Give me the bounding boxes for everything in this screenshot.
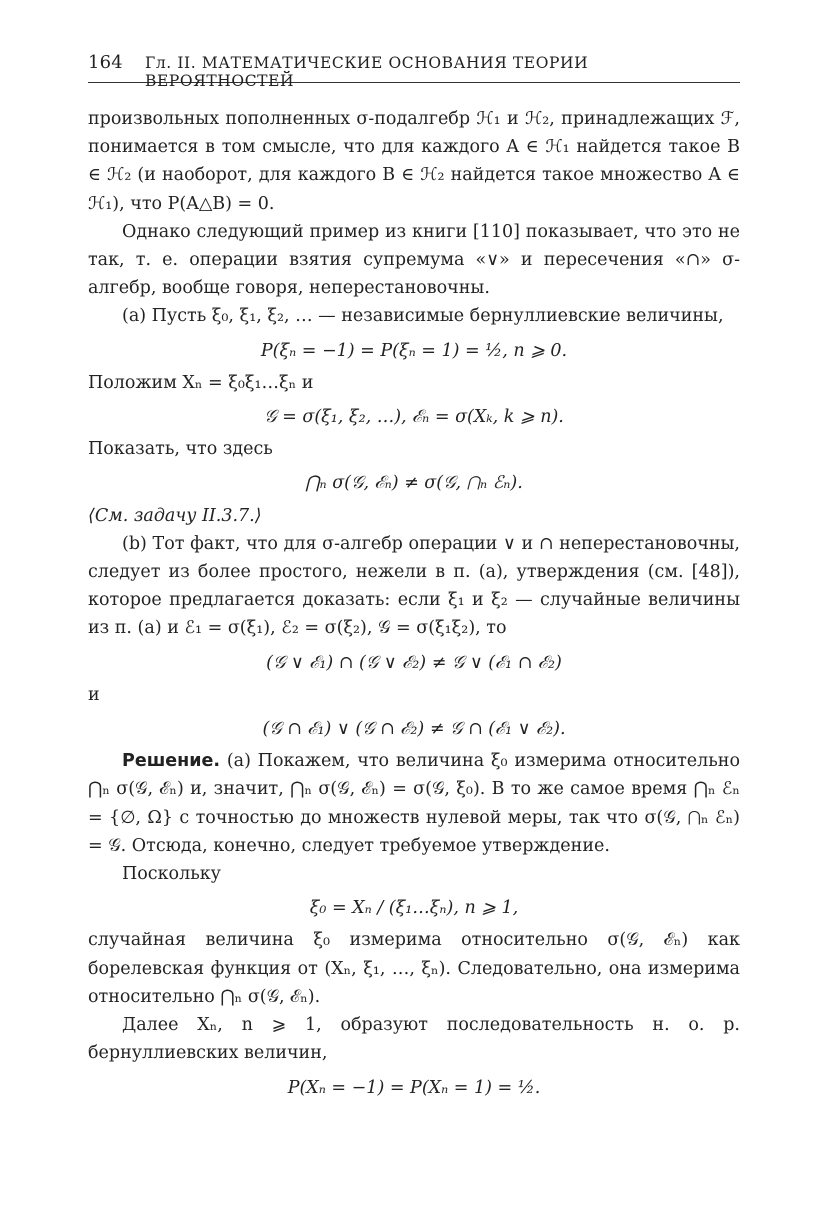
formula: ⋂ₙ σ(𝒢, ℰₙ) ≠ σ(𝒢, ⋂ₙ ℰₙ). (305, 473, 523, 494)
book-page (88, 52, 740, 1106)
paragraph: (b) Тот факт, что для σ-алгебр операции ∨ и ∩ неперестановочны, следует из более простого, нежели в п. (a), утверждения (см. [48]), которое предлагается доказать: если ξ₁ и ξ₂ — случайные величины из п. (a) и ℰ₁ = σ(ξ₁), ℰ₂ = σ(ξ₂), 𝒢 = σ(ξ₁ξ₂), то (88, 533, 740, 639)
formula: P(ξₙ = −1) = P(ξₙ = 1) = ½, n ⩾ 0. (260, 340, 568, 361)
solution-paragraph (88, 747, 740, 860)
page-body (88, 105, 740, 1102)
paragraph: Положим Xₙ = ξ₀ξ₁…ξₙ и (88, 372, 314, 393)
solution-label: Решение. (122, 751, 221, 772)
paragraph: Однако следующий пример из книги [110] показывает, что это не так, т. е. операции взятия супремума «∨» и пересечения «∩» σ-алгебр, вообще говоря, неперестановочны. (88, 221, 740, 299)
solution-text: (a) Покажем, что величина ξ₀ измерима относительно ⋂ₙ σ(𝒢, ℰₙ) и, значит, ⋂ₙ σ(𝒢, ℰₙ) = σ(𝒢, ξ₀). В то же самое время ⋂ₙ ℰₙ = {∅, Ω} с точностью до множеств нулевой меры, так что σ(𝒢, ⋂ₙ ℰₙ) = 𝒢. Отсюда, конечно, следует требуемое утверждение. (88, 751, 740, 856)
paragraph: (a) Пусть ξ₀, ξ₁, ξ₂, … — независимые бернуллиевские величины, (122, 306, 724, 327)
paragraph: Поскольку (122, 864, 221, 885)
chapter-title: Гл. II. МАТЕМАТИЧЕСКИЕ ОСНОВАНИЯ ТЕОРИИ ВЕРОЯТНОСТЕЙ (144, 54, 589, 90)
paragraph: Показать, что здесь (88, 439, 273, 460)
paragraph: Далее Xₙ, n ⩾ 1, образуют последовательность н. о. р. бернуллиевских величин, (88, 1015, 740, 1064)
formula: P(Xₙ = −1) = P(Xₙ = 1) = ½. (287, 1077, 541, 1098)
formula: 𝒢 = σ(ξ₁, ξ₂, …), ℰₙ = σ(Xₖ, k ⩾ n). (264, 407, 564, 428)
cross-reference: ⟨См. задачу II.3.7.⟩ (88, 505, 262, 526)
formula: (𝒢 ∨ ℰ₁) ∩ (𝒢 ∨ ℰ₂) ≠ 𝒢 ∨ (ℰ₁ ∩ ℰ₂) (266, 652, 562, 673)
formula: (𝒢 ∩ ℰ₁) ∨ (𝒢 ∩ ℰ₂) ≠ 𝒢 ∩ (ℰ₁ ∨ ℰ₂). (262, 719, 566, 740)
page-number: 164 (88, 52, 123, 73)
running-header (88, 52, 740, 90)
paragraph: произвольных пополненных σ-подалгебр ℋ₁ и ℋ₂, принадлежащих ℱ, понимается в том смысле, что для каждого A ∈ ℋ₁ найдется такое B ∈ ℋ₂ (и наоборот, для каждого B ∈ ℋ₂ найдется такое множество A ∈ ℋ₁), что P(A△B) = 0. (88, 109, 740, 214)
paragraph: случайная величина ξ₀ измерима относительно σ(𝒢, ℰₙ) как борелевская функция от (Xₙ, ξ₁, …, ξₙ). Следовательно, она измерима относительно ⋂ₙ σ(𝒢, ℰₙ). (88, 930, 740, 1007)
formula: ξ₀ = Xₙ / (ξ₁…ξₙ), n ⩾ 1, (309, 898, 519, 919)
conjunction: и (88, 684, 100, 705)
